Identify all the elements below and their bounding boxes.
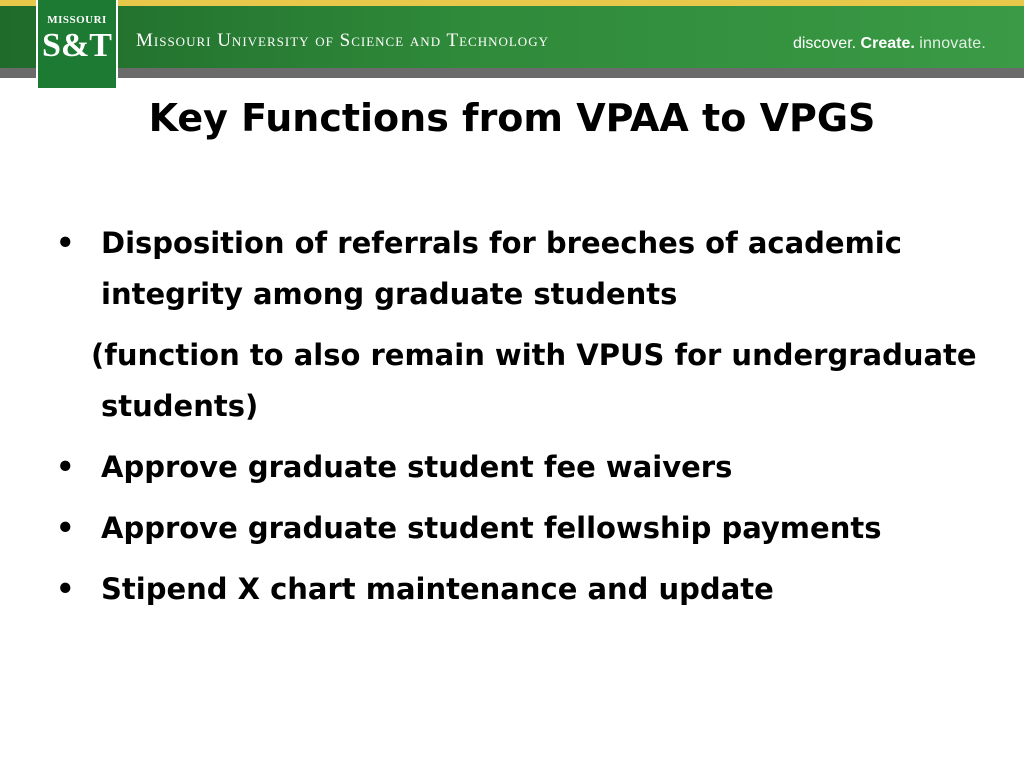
bullet-list bbox=[56, 218, 986, 625]
bullet-text: Disposition of referrals for breeches of academic integrity among graduate students bbox=[101, 226, 902, 311]
bullet-dot: • bbox=[56, 226, 75, 260]
bullet-dot: • bbox=[56, 511, 75, 545]
bullet-dot: • bbox=[56, 450, 75, 484]
tagline-innovate: innovate. bbox=[919, 35, 986, 52]
university-logo bbox=[36, 0, 118, 90]
bullet-item bbox=[56, 503, 986, 554]
slide-title: Key Functions from VPAA to VPGS bbox=[148, 96, 876, 140]
bullet-item bbox=[56, 564, 986, 615]
bullet-item bbox=[56, 442, 986, 493]
header-banner bbox=[0, 0, 1024, 78]
logo-main-text: S&T bbox=[42, 27, 112, 64]
bullet-text: Stipend X chart maintenance and update bbox=[101, 572, 774, 606]
sub-note: (function to also remain with VPUS for undergraduate students) bbox=[91, 338, 977, 423]
logo-top-text: MISSOURI bbox=[47, 14, 107, 26]
university-name: Missouri University of Science and Technology bbox=[136, 30, 549, 51]
bullet-text: Approve graduate student fellowship payments bbox=[101, 511, 882, 545]
gray-stripe bbox=[0, 68, 1024, 78]
bullet-item bbox=[56, 218, 986, 320]
bullet-dot: • bbox=[56, 572, 75, 606]
tagline-discover: discover. bbox=[792, 35, 857, 52]
bullet-text: Approve graduate student fee waivers bbox=[101, 450, 733, 484]
tagline bbox=[793, 35, 986, 53]
tagline-create: Create. bbox=[860, 35, 915, 52]
